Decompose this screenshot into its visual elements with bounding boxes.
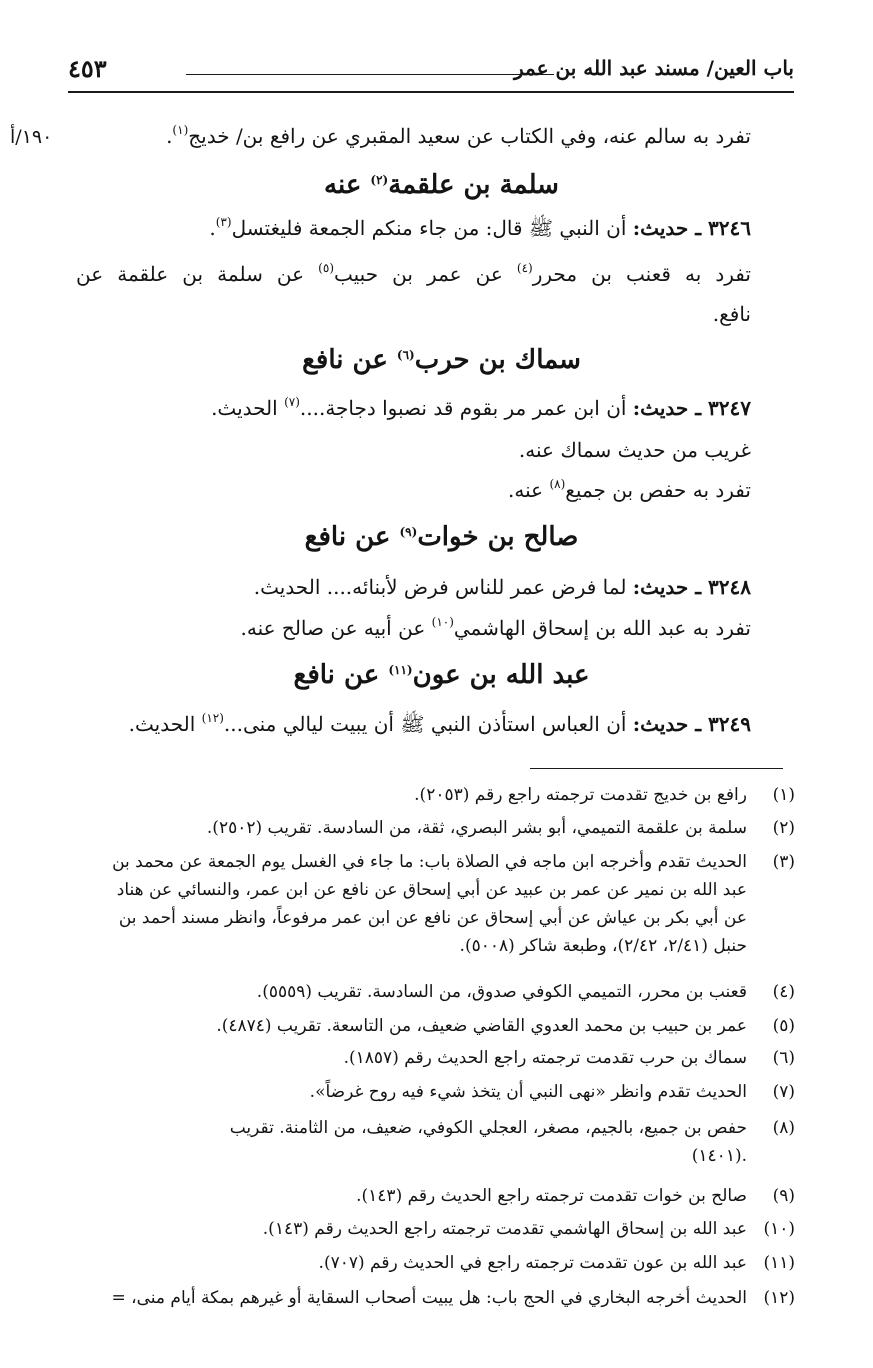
footnote-text: الحديث تقدم وأخرجه ابن ماجه في الصلاة باب: ما جاء في الغسل يوم الجمعة عن محمد بن bbox=[112, 852, 747, 872]
footnote-number: (١٠) bbox=[763, 1219, 795, 1239]
line-text: تفرد به حفص بن جميع bbox=[565, 478, 751, 502]
footnote-ref: (١١) bbox=[388, 663, 413, 677]
hadith-number: ٣٢٤٩ ـ حديث: bbox=[632, 712, 751, 736]
header-rule bbox=[68, 91, 794, 93]
hadith-line bbox=[254, 575, 751, 599]
footnote-text: عبد الله بن نمير عن عمر بن عبيد عن أبي إسحاق عن نافع عن ابن عمر، والنسائي عن هناد bbox=[116, 880, 747, 900]
body-line bbox=[241, 616, 752, 640]
footnote-number: (١) bbox=[772, 785, 795, 805]
footnote-ref: (٣) bbox=[215, 215, 232, 229]
line-tail: عنه. bbox=[508, 478, 550, 502]
line-text: تفرد به عبد الله بن إسحاق الهاشمي bbox=[453, 616, 751, 640]
footnote bbox=[257, 982, 795, 1002]
hadith-text: أن ابن عمر مر بقوم قد نصبوا دجاجة.... bbox=[299, 396, 633, 420]
footnote bbox=[216, 1016, 795, 1036]
footnote bbox=[310, 1082, 795, 1102]
heading-text: سلمة بن علقمة bbox=[388, 170, 559, 200]
footnote-continuation bbox=[119, 908, 747, 928]
footnote-number: (٥) bbox=[772, 1016, 795, 1036]
running-header bbox=[68, 50, 794, 94]
footnote bbox=[111, 1288, 795, 1308]
footnote-text: رافع بن خديج تقدمت ترجمته راجع رقم (٢٠٥٣). bbox=[414, 785, 747, 805]
heading-tail: عن نافع bbox=[293, 660, 389, 690]
line-tail: الحديث. bbox=[128, 712, 202, 736]
footnote-separator bbox=[530, 768, 783, 769]
heading-text: سماك بن حرب bbox=[414, 345, 581, 375]
footnote-continuation bbox=[460, 936, 747, 956]
footnote-ref: (٧) bbox=[284, 395, 300, 409]
line-text: نافع. bbox=[712, 302, 751, 326]
footnote-text: عبد الله بن إسحاق الهاشمي تقدمت ترجمته راجع الحديث رقم (١٤٣). bbox=[262, 1219, 747, 1239]
heading-tail: عن نافع bbox=[304, 522, 400, 552]
chapter-title: باب العين/ مسند عبد الله بن عمر bbox=[514, 56, 794, 80]
footnote-number: (٧) bbox=[772, 1082, 795, 1102]
footnote-text: صالح بن خوات تقدمت ترجمته راجع الحديث رقم (١٤٣). bbox=[356, 1186, 747, 1206]
body-line bbox=[519, 438, 751, 462]
heading-text: عبد الله بن عون bbox=[412, 660, 590, 690]
footnote bbox=[207, 818, 795, 838]
section-heading bbox=[70, 660, 813, 690]
footnote-number: (٤) bbox=[772, 982, 795, 1002]
footnote-continuation bbox=[692, 1146, 747, 1166]
hadith-number: ٣٢٤٨ ـ حديث: bbox=[632, 575, 751, 599]
section-heading bbox=[70, 522, 813, 552]
footnote-ref: (٥) bbox=[318, 261, 334, 275]
footnote-text: عمر بن حبيب بن محمد العدوي القاضي ضعيف، من التاسعة. تقريب (٤٨٧٤). bbox=[216, 1016, 747, 1036]
footnote-number: (٦) bbox=[772, 1048, 795, 1068]
section-heading bbox=[70, 170, 813, 200]
footnote-text: حنبل (٢/٤١، ٢/٤٢)، وطبعة شاكر (٥٠٠٨). bbox=[459, 936, 747, 956]
body-line bbox=[508, 478, 751, 502]
footnote-ref: (٤) bbox=[516, 261, 533, 275]
hadith-text: أن العباس استأذن النبي ﷺ أن يبيت ليالي منى... bbox=[223, 712, 633, 736]
header-dash-line bbox=[186, 74, 554, 75]
footnote-ref: (١) bbox=[172, 123, 189, 137]
footnote bbox=[230, 1118, 795, 1138]
footnote bbox=[414, 785, 795, 805]
footnote-ref: (١٢) bbox=[201, 711, 224, 725]
footnote-text: حفص بن جميع، بالجيم، مصغر، العجلي الكوفي، ضعيف، من الثامنة. تقريب bbox=[229, 1118, 747, 1138]
footnote-number: (٩) bbox=[772, 1186, 795, 1206]
section-heading bbox=[70, 345, 813, 375]
line-text: غريب من حديث سماك عنه. bbox=[518, 438, 751, 462]
footnote-number: (٨) bbox=[772, 1118, 795, 1138]
body-line bbox=[166, 124, 751, 148]
line-tail: عن عمر بن حبيب bbox=[334, 262, 517, 286]
hadith-number: ٣٢٤٧ ـ حديث: bbox=[632, 396, 751, 420]
footnote-number: (٣) bbox=[772, 852, 795, 872]
line-text: تفرد به سالم عنه، وفي الكتاب عن سعيد المقبري عن رافع بن/ خديج bbox=[188, 124, 751, 148]
footnote-text: قعنب بن محرر، التميمي الكوفي صدوق، من السادسة. تقريب (٥٥٥٩). bbox=[256, 982, 747, 1002]
footnote-number: (١١) bbox=[763, 1253, 795, 1273]
footnote bbox=[263, 1219, 795, 1239]
hadith-line bbox=[129, 712, 751, 741]
footnote-text: سلمة بن علقمة التميمي، أبو بشر البصري، ثقة، من السادسة. تقريب (٢٥٠٢). bbox=[206, 818, 747, 838]
body-line bbox=[76, 262, 751, 286]
footnote-ref: (٨) bbox=[549, 477, 566, 491]
body-line bbox=[713, 302, 751, 326]
footnote bbox=[356, 1186, 795, 1206]
footnote-text: عن أبي بكر بن عياش عن أبي إسحاق عن نافع عن ابن عمر مرفوعاً، وانظر مسند أحمد بن bbox=[118, 908, 747, 928]
line-text: تفرد به قعنب بن محرر bbox=[532, 262, 751, 286]
footnote-text: سماك بن حرب تقدمت ترجمته راجع الحديث رقم (١٨٥٧). bbox=[343, 1048, 747, 1068]
footnote-text: الحديث أخرجه البخاري في الحج باب: هل يبيت أصحاب السقاية أو غيرهم بمكة أيام منى، = bbox=[111, 1288, 747, 1308]
page-number: ٤٥٣ bbox=[68, 54, 107, 83]
line-tail: عن سلمة بن علقمة عن bbox=[76, 262, 319, 286]
footnote bbox=[319, 1253, 795, 1273]
footnote-number: (٢) bbox=[772, 818, 795, 838]
hadith-text: أن النبي ﷺ قال: من جاء منكم الجمعة فليغتسل bbox=[231, 216, 633, 240]
line-tail: . bbox=[209, 216, 216, 240]
hadith-line bbox=[209, 216, 751, 245]
line-tail: . bbox=[166, 124, 173, 148]
footnote bbox=[344, 1048, 795, 1068]
footnote-ref: (٩) bbox=[399, 525, 418, 539]
hadith-text: لما فرض عمر للناس فرض لأبنائه.... الحديث. bbox=[253, 575, 633, 599]
hadith-number: ٣٢٤٦ ـ حديث: bbox=[632, 216, 751, 240]
line-tail: الحديث. bbox=[211, 396, 285, 420]
heading-tail: عن نافع bbox=[302, 345, 397, 375]
footnote-text: الحديث تقدم وانظر «نهى النبي أن يتخذ شيء فيه روح غرضاً». bbox=[309, 1082, 747, 1102]
footnote-ref: (١٠) bbox=[431, 615, 454, 629]
footnote-ref: (٢) bbox=[370, 173, 389, 187]
footnote-number: (١٢) bbox=[763, 1288, 795, 1308]
footnote-text: عبد الله بن عون تقدمت ترجمته راجع في الحديث رقم (٧٠٧). bbox=[318, 1253, 747, 1273]
folio-marker: ١٩٠/أ bbox=[10, 126, 53, 148]
heading-tail: عنه bbox=[324, 170, 371, 200]
footnote-continuation bbox=[117, 880, 747, 900]
hadith-line bbox=[211, 396, 751, 420]
footnote-text: (١٤٠١). bbox=[691, 1146, 747, 1166]
footnote-ref: (٦) bbox=[396, 348, 415, 362]
heading-text: صالح بن خوات bbox=[417, 522, 579, 552]
line-tail: عن أبيه عن صالح عنه. bbox=[240, 616, 432, 640]
footnote bbox=[112, 852, 795, 872]
